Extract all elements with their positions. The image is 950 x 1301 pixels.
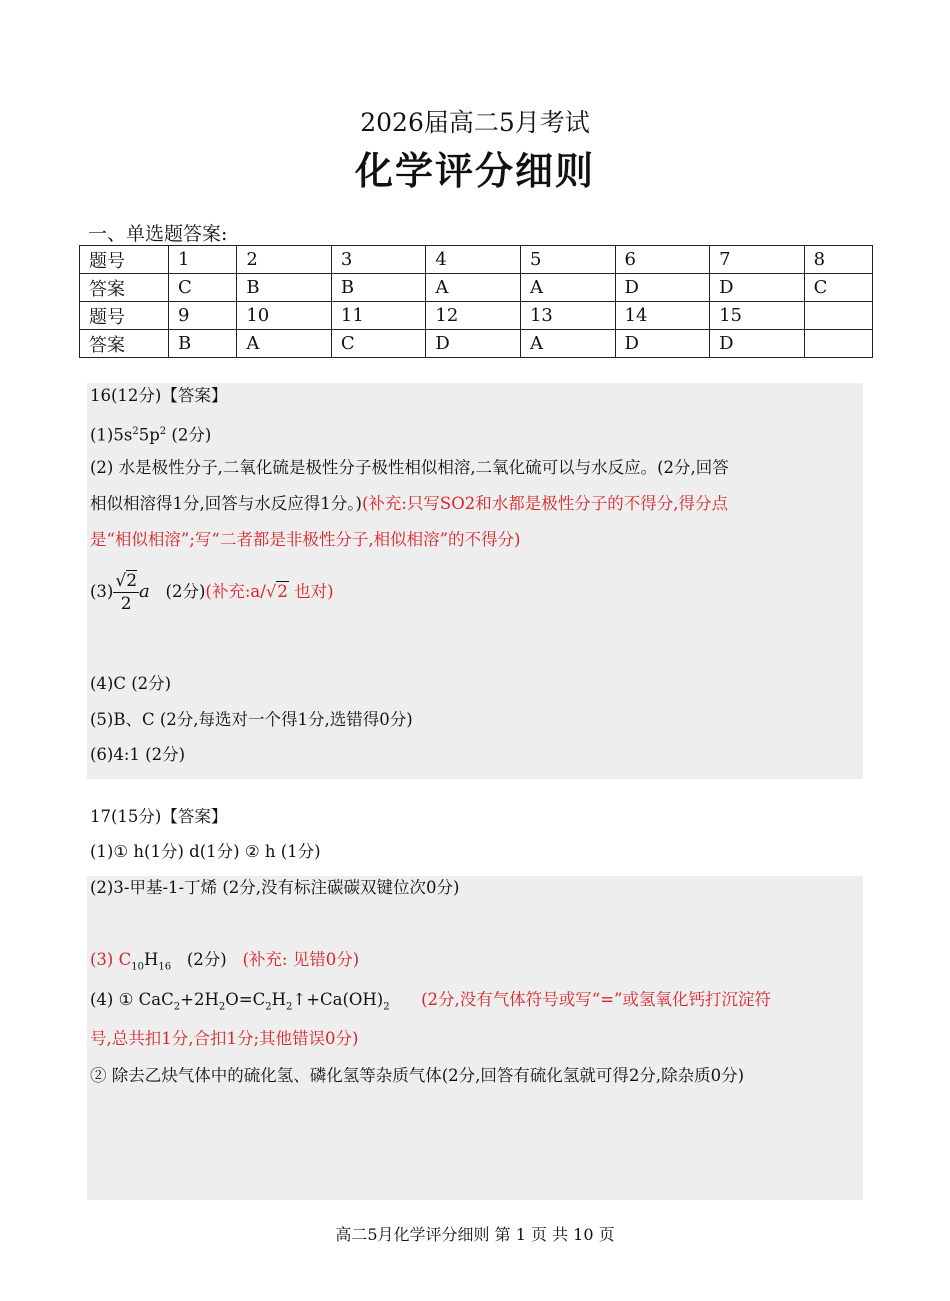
table-row (80, 246, 873, 274)
table-cell: C (331, 330, 426, 358)
exam-title: 2026届高二5月考试 (360, 108, 590, 137)
q17-part4-line1: (4) ① $CaC_2+2H_2O=C_2H_2↑+Ca(OH)_2$ (2分,没有气体符号或写“=”或氢氧化钙打沉淀符 (90, 990, 771, 1013)
table-cell: D (710, 274, 805, 302)
q17-part4-2: ② 除去乙炔气体中的硫化氢、磷化氢等杂质气体(2分,回答有硫化氢就可得2分,除杂质0分) (90, 1066, 745, 1085)
table-cell: 3 (331, 246, 426, 274)
table-cell: D (615, 330, 710, 358)
table-cell: C (169, 274, 237, 302)
q17-part1: (1)① h(1分) d(1分) ② h (1分) (90, 842, 321, 861)
q17-part4-line2: 号,总共扣1分,合扣1分;其他错误0分) (90, 1029, 359, 1048)
q17-part3: (3) $C_{10}H_{16}$ (2分) (补充: 见错0分) (90, 950, 360, 973)
table-cell (804, 330, 872, 358)
table-cell: C (804, 274, 872, 302)
table-cell: B (331, 274, 426, 302)
table-cell: 7 (710, 246, 805, 274)
q16-part2-line2: 相似相溶得1分,回答与水反应得1分。)(补充:只写SO2和水都是极性分子的不得分,得分点 (90, 494, 729, 513)
section-heading: 一、单选题答案: (88, 223, 228, 245)
table-cell: 9 (169, 302, 237, 330)
table-cell: 2 (237, 246, 332, 274)
table-row (80, 330, 873, 358)
q16-part2-line3: 是“相似相溶”;写“二者都是非极性分子,相似相溶”的不得分) (90, 530, 521, 549)
table-cell: D (615, 274, 710, 302)
table-cell: 11 (331, 302, 426, 330)
q16-header: 16(12分)【答案】 (90, 386, 228, 405)
row-label: 题号 (80, 246, 169, 274)
table-cell: 1 (169, 246, 237, 274)
table-cell: 13 (520, 302, 615, 330)
table-cell: B (169, 330, 237, 358)
table-row (80, 302, 873, 330)
table-cell: 5 (520, 246, 615, 274)
table-cell: 10 (237, 302, 332, 330)
row-label: 答案 (80, 274, 169, 302)
q17-header: 17(15分)【答案】 (90, 807, 228, 826)
table-cell: A (520, 330, 615, 358)
table-cell: 6 (615, 246, 710, 274)
page-footer: 高二5月化学评分细则 第 1 页 共 10 页 (335, 1225, 615, 1244)
table-cell: 8 (804, 246, 872, 274)
q17-part2: (2)3-甲基-1-丁烯 (2分,没有标注碳碳双键位次0分) (90, 878, 460, 897)
q16-part2-line1: (2) 水是极性分子,二氧化硫是极性分子极性相似相溶,二氧化硫可以与水反应。(2分,回答 (90, 458, 729, 477)
q16-part1: $(1)5s^25p^2$ (2分) (90, 425, 212, 445)
table-row (80, 274, 873, 302)
table-cell (804, 302, 872, 330)
table-cell: A (520, 274, 615, 302)
table-cell: D (426, 330, 521, 358)
document-title: 化学评分细则 (354, 149, 595, 193)
table-cell: B (237, 274, 332, 302)
table-cell: 4 (426, 246, 521, 274)
table-cell: A (426, 274, 521, 302)
q16-part3: (3) $\frac{√2}{2}$ a (2分)(补充:a/√2 也对) (90, 571, 334, 614)
table-cell: D (710, 330, 805, 358)
row-label: 题号 (80, 302, 169, 330)
chemical-equation: $CaC_2+2H_2O=C_2H_2↑+Ca(OH)_2$ (138, 990, 390, 1013)
table-cell: A (237, 330, 332, 358)
q16-part4: (4)C (2分) (90, 674, 172, 693)
table-cell: 12 (426, 302, 521, 330)
row-label: 答案 (80, 330, 169, 358)
q16-part6: (6)4:1 (2分) (90, 745, 186, 764)
table-cell: 15 (710, 302, 805, 330)
answer-table (79, 245, 873, 358)
q16-part5: (5)B、C (2分,每选对一个得1分,选错得0分) (90, 710, 413, 729)
table-cell: 14 (615, 302, 710, 330)
fraction-sqrt2-over-2: $\frac{√2}{2}$ (115, 571, 138, 614)
